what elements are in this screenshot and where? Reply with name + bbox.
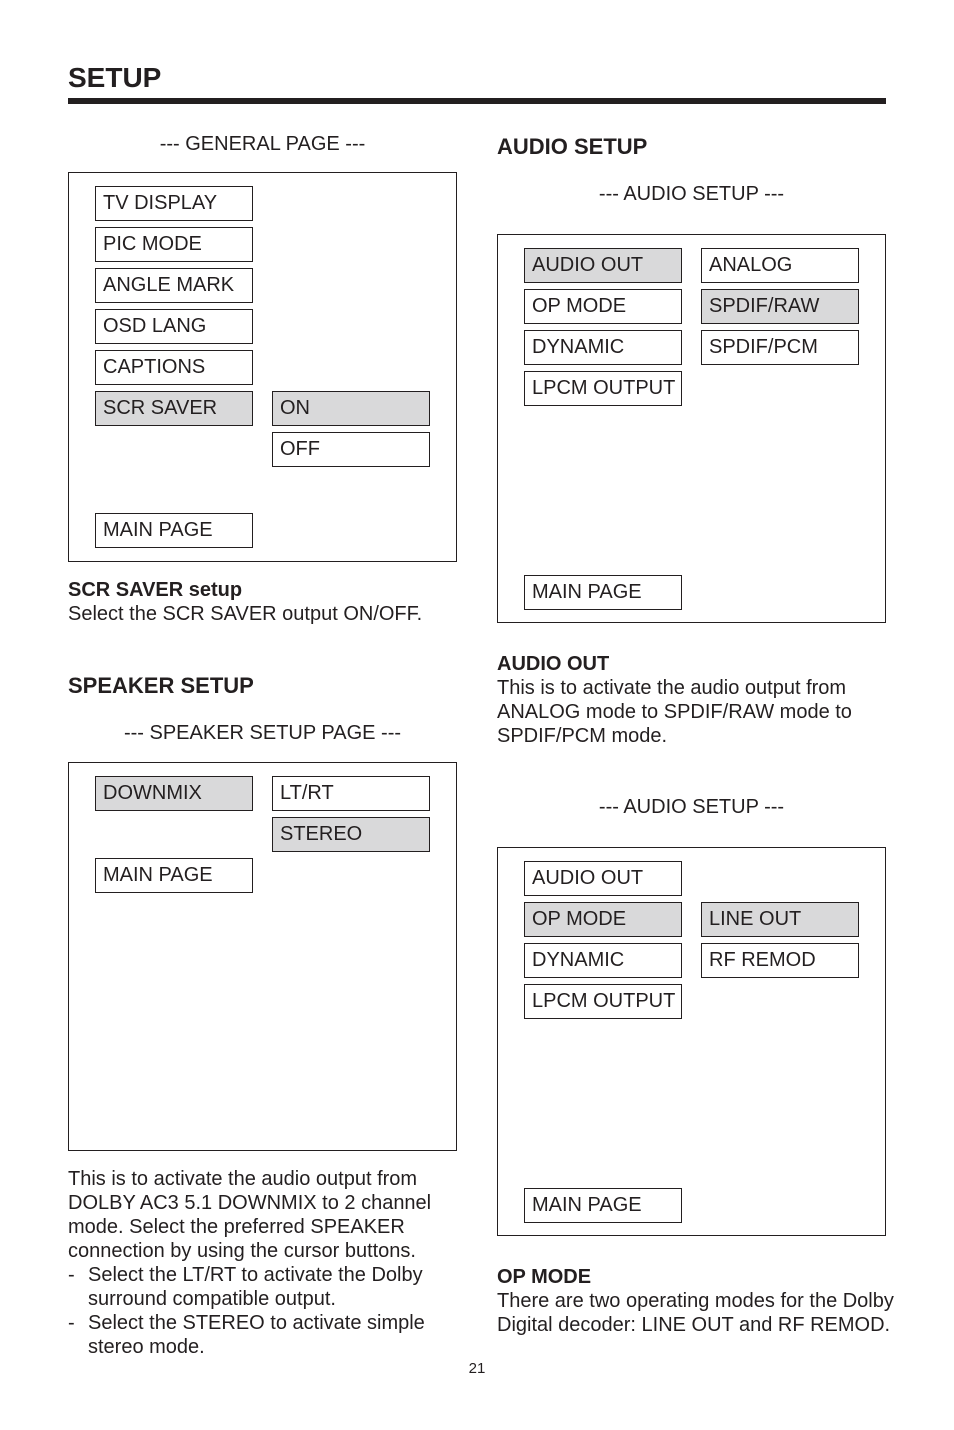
menu-item-lpcm-output[interactable]: LPCM OUTPUT (524, 371, 682, 406)
option-rf-remod[interactable]: RF REMOD (701, 943, 859, 978)
audio-setup-menu-2 (497, 847, 886, 1236)
option-analog[interactable]: ANALOG (701, 248, 859, 283)
audio-setup-caption: --- AUDIO SETUP --- (598, 183, 785, 205)
page-title: SETUP (68, 62, 162, 93)
op-mode-description-heading: OP MODE (497, 1266, 592, 1288)
menu-item-op-mode[interactable]: OP MODE (524, 289, 682, 324)
option-spdif-pcm[interactable]: SPDIF/PCM (701, 330, 859, 365)
title-rule (68, 98, 886, 104)
option-line-out[interactable]: LINE OUT (701, 902, 859, 937)
speaker-setup-caption: --- SPEAKER SETUP PAGE --- (123, 722, 402, 744)
option-off[interactable]: OFF (272, 432, 430, 467)
speaker-setup-heading: SPEAKER SETUP (68, 673, 254, 698)
main-page-button[interactable]: MAIN PAGE (95, 513, 253, 548)
page-number: 21 (468, 1360, 486, 1377)
menu-item-scr-saver[interactable]: SCR SAVER (95, 391, 253, 426)
menu-item-audio-out[interactable]: AUDIO OUT (524, 861, 682, 896)
audio-setup-menu (497, 234, 886, 623)
speaker-description (68, 1167, 460, 1359)
main-page-button[interactable]: MAIN PAGE (524, 1188, 682, 1223)
menu-item-angle-mark[interactable]: ANGLE MARK (95, 268, 253, 303)
audio-setup-heading: AUDIO SETUP (497, 134, 648, 159)
menu-item-audio-out[interactable]: AUDIO OUT (524, 248, 682, 283)
bullet-text: Select the LT/RT to activate the Dolby surround compatible output. (88, 1264, 423, 1310)
menu-item-op-mode[interactable]: OP MODE (524, 902, 682, 937)
menu-item-osd-lang[interactable]: OSD LANG (95, 309, 253, 344)
main-page-button[interactable]: MAIN PAGE (524, 575, 682, 610)
option-on[interactable]: ON (272, 391, 430, 426)
menu-item-captions[interactable]: CAPTIONS (95, 350, 253, 385)
option-lt-rt[interactable]: LT/RT (272, 776, 430, 811)
bullet-item: - Select the LT/RT to activate the Dolby surround compatible output. (68, 1264, 423, 1310)
option-spdif-raw[interactable]: SPDIF/RAW (701, 289, 859, 324)
scr-saver-description (68, 578, 468, 626)
audio-out-description-text: This is to activate the audio output from ANALOG mode to SPDIF/RAW mode to SPDIF/PCM mode. (497, 677, 852, 747)
bullet-item: - Select the STEREO to activate simple stereo mode. (68, 1312, 425, 1358)
general-page-menu (68, 172, 457, 562)
scr-saver-description-text: Select the SCR SAVER output ON/OFF. (68, 603, 423, 625)
menu-item-downmix[interactable]: DOWNMIX (95, 776, 253, 811)
audio-out-description (497, 652, 897, 748)
audio-setup-caption-2: --- AUDIO SETUP --- (598, 796, 785, 818)
option-stereo[interactable]: STEREO (272, 817, 430, 852)
audio-out-description-heading: AUDIO OUT (497, 653, 610, 675)
bullet-text: Select the STEREO to activate simple stereo mode. (88, 1312, 425, 1358)
op-mode-description-text: There are two operating modes for the Dolby Digital decoder: LINE OUT and RF REMOD. (497, 1290, 894, 1336)
menu-item-dynamic[interactable]: DYNAMIC (524, 943, 682, 978)
menu-item-lpcm-output[interactable]: LPCM OUTPUT (524, 984, 682, 1019)
speaker-description-text: This is to activate the audio output from DOLBY AC3 5.1 DOWNMIX to 2 channel mode. Select the preferred SPEAKER connection by using the cursor buttons. (68, 1168, 432, 1262)
menu-item-tv-display[interactable]: TV DISPLAY (95, 186, 253, 221)
scr-saver-description-heading: SCR SAVER setup (68, 579, 243, 601)
main-page-button[interactable]: MAIN PAGE (95, 858, 253, 893)
menu-item-dynamic[interactable]: DYNAMIC (524, 330, 682, 365)
speaker-setup-menu (68, 762, 457, 1151)
op-mode-description (497, 1265, 897, 1337)
menu-item-pic-mode[interactable]: PIC MODE (95, 227, 253, 262)
general-page-caption: --- GENERAL PAGE --- (159, 133, 366, 155)
